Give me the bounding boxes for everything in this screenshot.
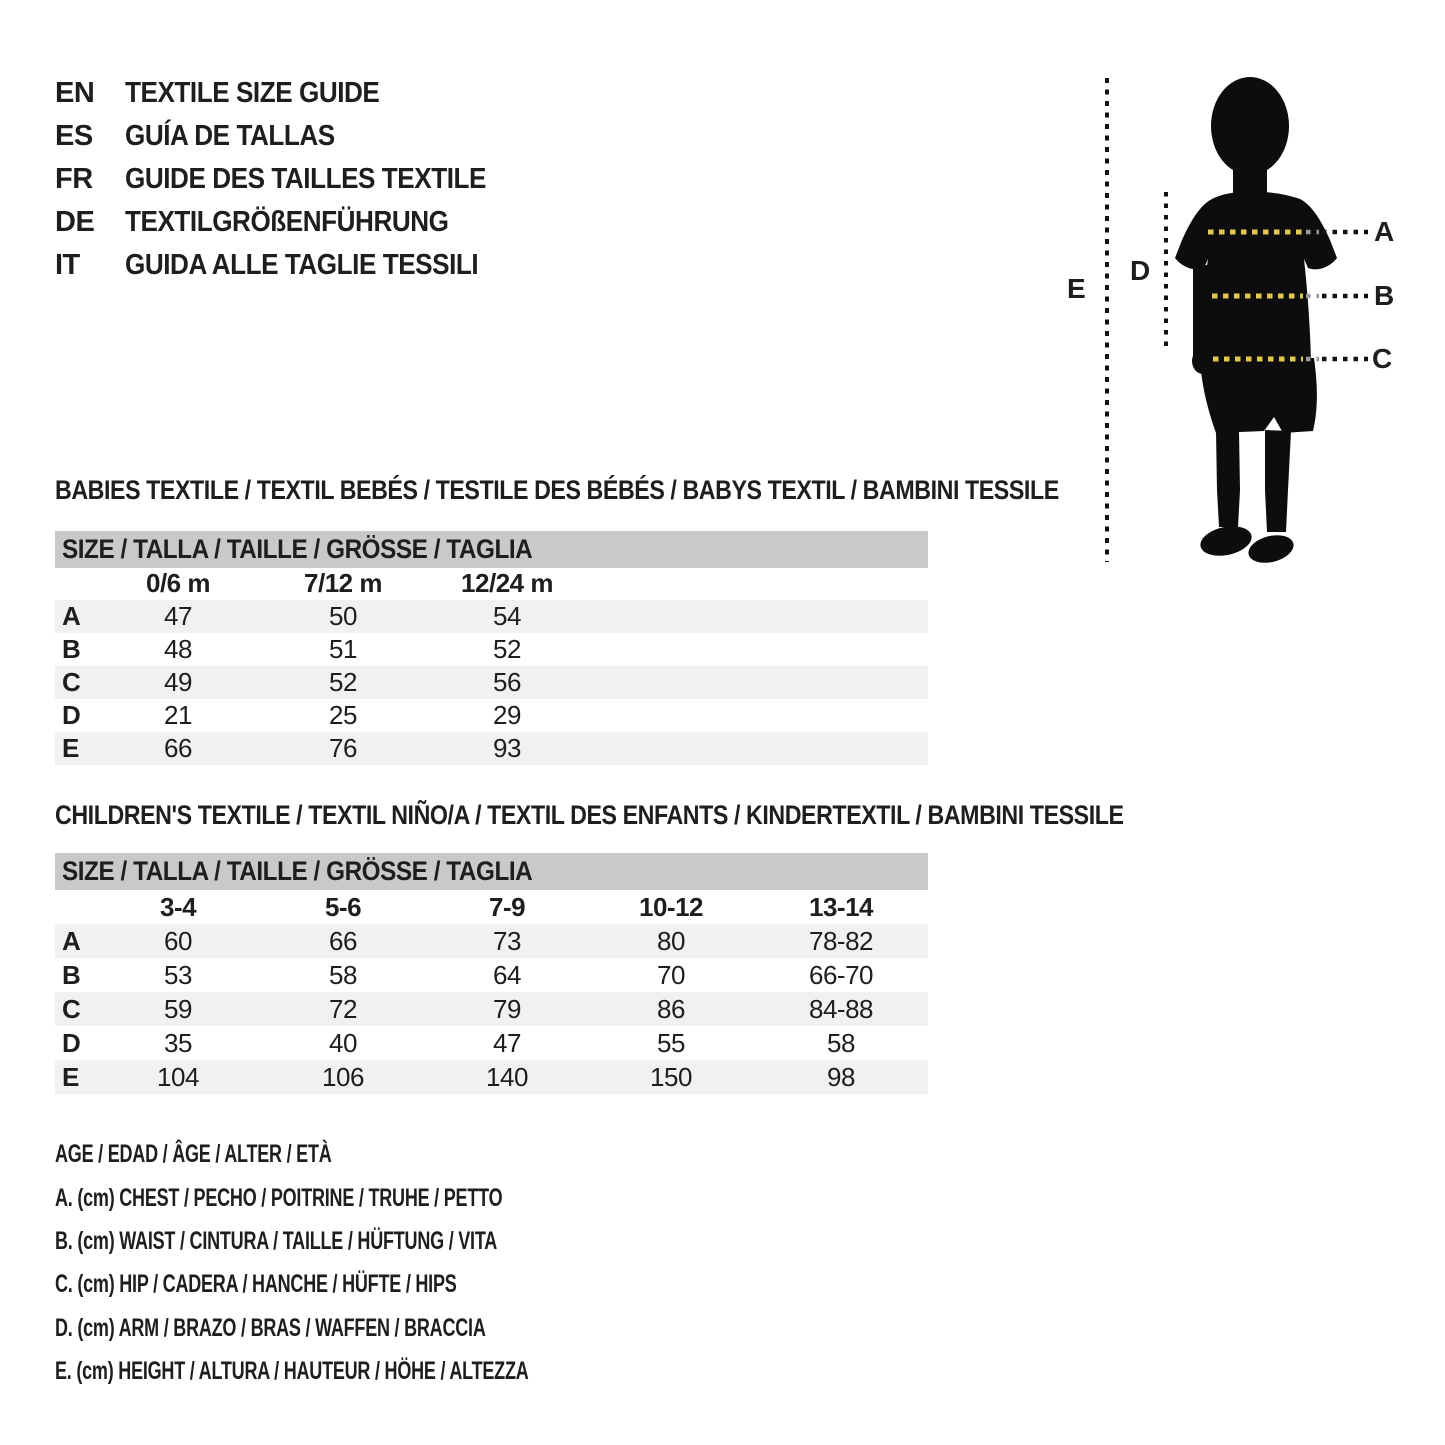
table-cell: 53 [164,959,192,990]
table-cell: 52 [329,667,357,697]
column-header: 5-6 [324,891,362,922]
row-label: E [62,1061,79,1092]
row-label: B [62,634,81,664]
table-cell: 84-88 [809,993,873,1024]
language-title: TEXTILE SIZE GUIDE [125,77,380,109]
table-cell: 50 [329,601,357,631]
row-label: E [62,733,79,763]
language-code: FR [55,163,93,195]
measurement-legend [55,1133,713,1393]
babies-table-title: BABIES TEXTILE / TEXTIL BEBÉS / TESTILE DES BÉBÉS / BABYS TEXTIL / BAMBINI TESSILE [55,475,1059,505]
table-row [55,600,928,633]
language-row-en [55,72,526,115]
table-cell: 72 [329,993,357,1024]
table-cell: 80 [657,925,685,956]
language-title: GUIDA ALLE TAGLIE TESSILI [125,249,479,281]
language-row-it [55,244,526,287]
column-header: 12/24 m [461,568,553,598]
column-header: 3-4 [159,891,197,922]
column-header: 7-9 [488,891,526,922]
table-cell: 56 [493,667,521,697]
table-cell: 70 [657,959,685,990]
row-label: C [62,993,81,1024]
row-label: D [62,1027,81,1058]
legend-line-arm: D. (cm) ARM / BRAZO / BRAS / WAFFEN / BRACCIA [55,1313,486,1342]
table-cell: 64 [493,959,521,990]
row-label: B [62,959,81,990]
row-label: D [62,700,81,730]
table-cell: 73 [493,925,521,956]
measure-label-c: C [1372,343,1393,374]
children-table-title: CHILDREN'S TEXTILE / TEXTIL NIÑO/A / TEXTIL DES ENFANTS / KINDERTEXTIL / BAMBINI TESSILE [55,800,1124,830]
table-row [55,992,928,1026]
table-cell: 40 [329,1027,357,1058]
table-row [55,666,928,699]
table-row [55,699,928,732]
table-row [55,1060,928,1094]
language-code: EN [55,77,95,109]
table-cell: 47 [164,601,192,631]
legend-line-height: E. (cm) HEIGHT / ALTURA / HAUTEUR / HÖHE / ALTEZZA [55,1357,529,1386]
legend-line-waist: B. (cm) WAIST / CINTURA / TAILLE / HÜFTUNG / VITA [55,1226,498,1255]
legend-line-chest: A. (cm) CHEST / PECHO / POITRINE / TRUHE / PETTO [55,1183,503,1212]
column-header: 13-14 [809,891,873,922]
table-cell: 98 [827,1061,855,1092]
column-header: 7/12 m [304,568,382,598]
table-cell: 78-82 [809,925,873,956]
table-cell: 86 [657,993,685,1024]
table-row [55,633,928,666]
table-cell: 93 [493,733,521,763]
row-label: C [62,667,81,697]
table-cell: 58 [827,1027,855,1058]
column-header: 0/6 m [146,568,210,598]
table-cell: 58 [329,959,357,990]
table-cell: 150 [650,1061,692,1092]
table-cell: 48 [164,634,192,664]
language-row-es [55,115,526,158]
language-row-de [55,201,526,244]
legend-line-hip: C. (cm) HIP / CADERA / HANCHE / HÜFTE / HIPS [55,1270,457,1299]
table-cell: 25 [329,700,357,730]
language-row-fr [55,158,526,201]
measure-label-d: D [1130,255,1151,286]
table-cell: 66-70 [809,959,873,990]
table-cell: 29 [493,700,521,730]
table-cell: 54 [493,601,521,631]
table-cell: 47 [493,1027,521,1058]
table-cell: 76 [329,733,357,763]
babies-column-header-row [55,567,928,600]
language-code: ES [55,120,93,152]
language-header [55,72,526,287]
language-code: IT [55,249,80,281]
table-cell: 55 [657,1027,685,1058]
table-row [55,924,928,958]
measure-label-a: A [1374,216,1395,247]
table-cell: 104 [157,1061,199,1092]
table-cell: 52 [493,634,521,664]
babies-size-header-bar: SIZE / TALLA / TAILLE / GRÖSSE / TAGLIA [55,531,928,568]
child-silhouette-icon [1060,60,1445,600]
table-row [55,1026,928,1060]
table-cell: 106 [322,1061,364,1092]
language-title: TEXTILGRÖßENFÜHRUNG [125,206,449,238]
children-size-header-bar: SIZE / TALLA / TAILLE / GRÖSSE / TAGLIA [55,853,928,890]
table-cell: 35 [164,1027,192,1058]
measure-label-e: E [1067,273,1086,304]
table-cell: 140 [486,1061,528,1092]
table-cell: 79 [493,993,521,1024]
row-label: A [62,601,81,631]
measure-label-b: B [1374,280,1395,311]
children-column-header-row [55,890,928,924]
table-cell: 66 [164,733,192,763]
table-cell: 66 [329,925,357,956]
table-row [55,958,928,992]
row-label: A [62,925,81,956]
language-code: DE [55,206,95,238]
language-title: GUIDE DES TAILLES TEXTILE [125,163,486,195]
legend-line-age: AGE / EDAD / ÂGE / ALTER / ETÀ [55,1140,332,1169]
column-header: 10-12 [639,891,703,922]
table-cell: 49 [164,667,192,697]
table-cell: 60 [164,925,192,956]
table-row [55,732,928,765]
language-title: GUÍA DE TALLAS [125,120,335,152]
table-cell: 59 [164,993,192,1024]
table-cell: 21 [164,700,192,730]
table-cell: 51 [329,634,357,664]
